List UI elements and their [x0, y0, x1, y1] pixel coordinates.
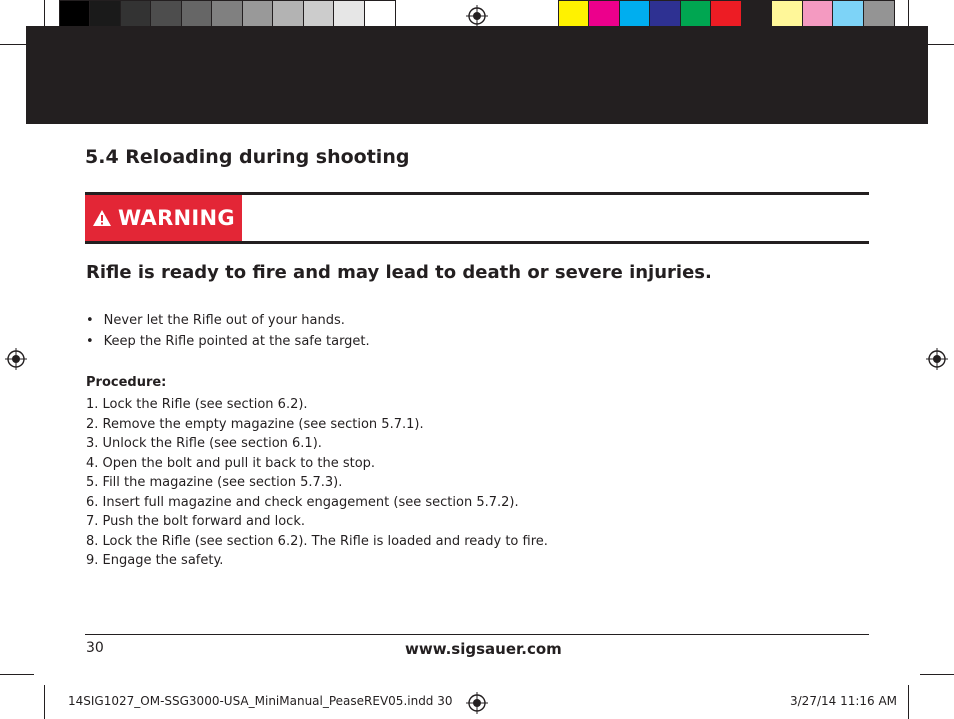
warning-triangle-icon — [92, 209, 112, 227]
footer-url: www.sigsauer.com — [405, 640, 562, 658]
crop-mark — [0, 674, 34, 675]
procedure-step: 1. Lock the Rifle (see section 6.2). — [86, 397, 308, 412]
procedure-step: 7. Push the bolt forward and lock. — [86, 514, 305, 529]
procedure-step: 9. Engage the safety. — [86, 553, 224, 568]
bullet-dot: • — [86, 334, 94, 349]
print-slug-date: 3/27/14 11:16 AM — [790, 694, 898, 708]
bullet-dot: • — [86, 313, 94, 328]
header-band — [26, 26, 928, 124]
procedure-step: 5. Fill the magazine (see section 5.7.3). — [86, 475, 343, 490]
page-number: 30 — [86, 640, 104, 656]
procedure-steps — [86, 395, 548, 571]
footer-rule — [85, 634, 869, 635]
registration-mark-icon — [926, 348, 948, 370]
crop-mark — [908, 685, 909, 719]
warning-statement: Rifle is ready to fire and may lead to death or severe injuries. — [86, 262, 712, 283]
registration-mark-icon — [5, 348, 27, 370]
procedure-step: 3. Unlock the Rifle (see section 6.1). — [86, 436, 322, 451]
crop-mark — [920, 674, 954, 675]
warning-bottom-rule — [85, 241, 869, 244]
registration-mark-icon — [466, 692, 488, 714]
bullet-text: Never let the Rifle out of your hands. — [103, 313, 345, 328]
procedure-step: 8. Lock the Rifle (see section 6.2). The Rifle is loaded and ready to fire. — [86, 533, 548, 549]
registration-mark-icon — [466, 5, 488, 27]
procedure-step: 4. Open the bolt and pull it back to the stop. — [86, 455, 376, 471]
crop-mark — [44, 685, 45, 719]
list-item — [86, 310, 370, 331]
safety-bullet-list — [86, 310, 370, 352]
procedure-heading: Procedure: — [86, 375, 167, 390]
warning-box — [85, 195, 242, 241]
warning-label: WARNING — [118, 206, 235, 230]
section-title: 5.4 Reloading during shooting — [85, 146, 410, 168]
procedure-step: 6. Insert full magazine and check engagement (see section 5.7.2). — [86, 494, 519, 510]
print-slug-file: 14SIG1027_OM-SSG3000-USA_MiniManual_PeaseREV05.indd 30 — [68, 694, 453, 708]
list-item — [86, 331, 370, 352]
procedure-step: 2. Remove the empty magazine (see section 5.7.1). — [86, 416, 424, 432]
bullet-text: Keep the Rifle pointed at the safe target. — [103, 334, 370, 349]
